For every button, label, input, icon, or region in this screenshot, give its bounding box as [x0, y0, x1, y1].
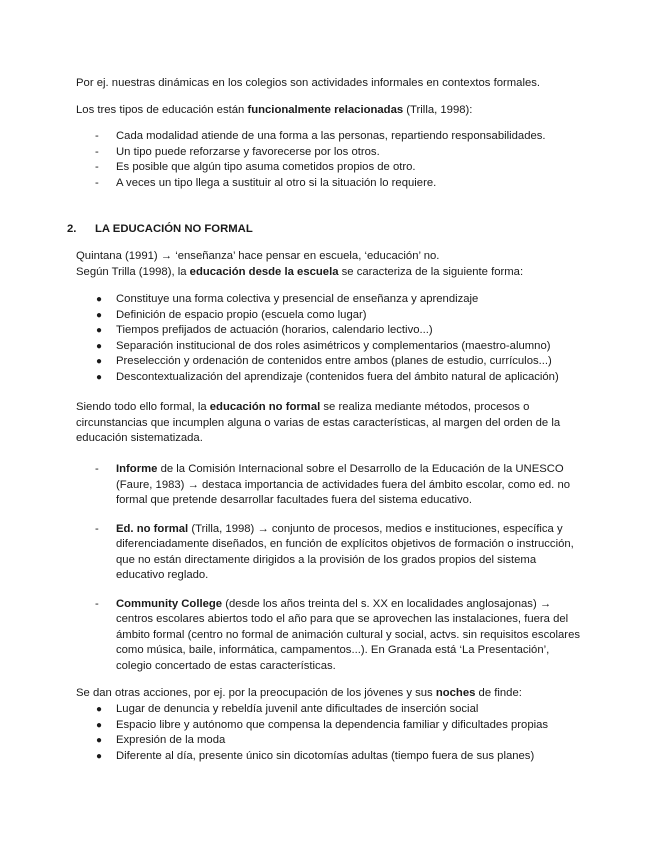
- list-item-text: Tiempos prefijados de actuación (horarios, calendario lectivo...): [116, 324, 433, 336]
- section-number: 2.: [67, 223, 77, 235]
- list-item-text: Lugar de denuncia y rebeldía juvenil ante dificultades de inserción social: [116, 703, 479, 715]
- section-heading: [67, 222, 253, 238]
- bullet-marker: ●: [96, 704, 103, 715]
- other-actions-text: Se dan otras acciones, por ej. por la preocupación de los jóvenes y sus: [76, 687, 436, 699]
- dash-marker: -: [95, 463, 99, 475]
- nonformal-paragraph-bold: educación no formal: [209, 401, 321, 413]
- list-item-text: Definición de espacio propio (escuela como lugar): [116, 308, 367, 321]
- list-item: [0, 323, 586, 339]
- bullet-marker: ●: [96, 325, 103, 336]
- list-item-text: Descontextualización del aprendizaje (contenidos fuera del ámbito natural de aplicación): [116, 370, 559, 383]
- trilla-intro-text: Según Trilla (1998), la: [76, 266, 190, 278]
- intro-line-2-citation: (Trilla, 1998):: [403, 104, 473, 116]
- definition-term: Ed. no formal: [116, 522, 189, 535]
- list-item: [0, 370, 586, 386]
- list-item-text: Separación institucional de dos roles asimétricos y complementarios (maestro-alumno): [116, 339, 551, 352]
- school-traits-list: [0, 292, 655, 385]
- list-item-text: Expresión de la moda: [116, 734, 226, 746]
- bullet-marker: ●: [96, 294, 103, 305]
- dash-marker: -: [95, 522, 99, 535]
- dash-marker: -: [95, 130, 99, 142]
- definition-term: Community College: [116, 597, 223, 610]
- quintana-line: Quintana (1991) → ‘enseñanza’ hace pensar en escuela, ‘educación’ no.: [76, 250, 440, 262]
- list-item: [0, 308, 586, 324]
- intro-line-2: [76, 103, 582, 119]
- list-item-text: Un tipo puede reforzarse y favorecerse por los otros.: [116, 145, 380, 158]
- list-item: [0, 145, 586, 161]
- bullet-marker: ●: [96, 719, 103, 731]
- definitions-list: [0, 462, 655, 674]
- list-item: [0, 462, 586, 509]
- intro-line-2-text: Los tres tipos de educación están: [76, 104, 248, 116]
- intro-line-1: Por ej. nuestras dinámicas en los colegios son actividades informales en contextos formales.: [76, 77, 541, 89]
- list-item: [0, 749, 586, 765]
- bullet-marker: ●: [96, 340, 103, 352]
- trilla-intro: [76, 265, 582, 281]
- list-item-text: Es posible que algún tipo asuma cometidos propios de otro.: [116, 161, 416, 173]
- list-item: [0, 354, 586, 370]
- list-item-text: Constituye una forma colectiva y presencial de enseñanza y aprendizaje: [116, 293, 479, 305]
- definition-text: de la Comisión Internacional sobre el Desarrollo de la Educación de la UNESCO (Faure, 1983) → destaca importancia de actividades fuera del ámbito escolar, como ed. no formal que pretende desarrollar facultades fuera del sistema educativo.: [116, 463, 571, 506]
- bullet-marker: ●: [96, 750, 103, 762]
- list-item: [0, 522, 586, 584]
- list-item: [0, 176, 586, 192]
- list-item: [0, 597, 586, 675]
- other-actions-line: [76, 686, 582, 702]
- nonformal-paragraph: [76, 400, 582, 447]
- list-item: [0, 129, 586, 145]
- bullet-marker: ●: [96, 371, 103, 383]
- intro-line-2-bold: funcionalmente relacionadas: [247, 104, 404, 116]
- definition-text: (desde los años treinta del s. XX en localidades anglosajonas) → centros escolares abiertos todo el año para que se aprovechen las instalaciones, fuera del ámbito formal (centro no formal de animación cultural y social, actvs. sin requisitos escolares como música, baile, informática, campamentos...). En Granada está ‘La Presentación’, colegio concertado de estas características.: [116, 597, 580, 672]
- dash-marker: -: [95, 161, 99, 173]
- list-item-text: Espacio libre y autónomo que compensa la dependencia familiar y dificultades propias: [116, 718, 549, 731]
- definition-term: Informe: [116, 463, 158, 475]
- bullet-marker: ●: [96, 735, 103, 746]
- other-actions-end: de finde:: [475, 687, 522, 699]
- nonformal-paragraph-text: Siendo todo ello formal, la: [76, 401, 210, 413]
- list-item: [0, 292, 586, 308]
- dash-marker: -: [95, 145, 99, 158]
- bullet-marker: ●: [96, 356, 103, 367]
- dash-marker: -: [95, 597, 99, 610]
- trilla-intro-end: se caracteriza de la siguiente forma:: [338, 266, 524, 278]
- list-item-text: A veces un tipo llega a sustituir al otro si la situación lo requiere.: [116, 176, 437, 189]
- list-item: [0, 702, 586, 718]
- section-title: LA EDUCACIÓN NO FORMAL: [95, 223, 253, 235]
- list-item-text: Diferente al día, presente único sin dicotomías adultas (tiempo fuera de sus planes): [116, 749, 535, 762]
- relations-list: [0, 129, 655, 191]
- list-item-text: Cada modalidad atiende de una forma a las personas, repartiendo responsabilidades.: [116, 130, 546, 142]
- other-actions-bold: noches: [435, 687, 476, 699]
- list-item: [0, 339, 586, 355]
- definition-text: (Trilla, 1998) → conjunto de procesos, medios e instituciones, específica y diferenciadamente diseñados, en función de explícitos objetivos de formación o instrucción, que no están directamente dirigidos a la provisión de los grados propios del sistema educativo reglado.: [116, 522, 574, 581]
- list-item: [0, 160, 586, 176]
- dash-marker: -: [95, 176, 99, 189]
- nonformal-paragraph-end: se realiza mediante métodos, procesos o circunstancias que incumplen alguna o varias de estas características, al margen del orden de la educación sistematizada.: [76, 401, 561, 444]
- trilla-intro-bold: educación desde la escuela: [189, 266, 339, 278]
- youth-list: [0, 702, 655, 764]
- list-item-text: Preselección y ordenación de contenidos entre ambos (planes de estudio, currículos...): [116, 355, 552, 367]
- bullet-marker: ●: [96, 309, 103, 321]
- list-item: [0, 733, 586, 749]
- list-item: [0, 718, 586, 734]
